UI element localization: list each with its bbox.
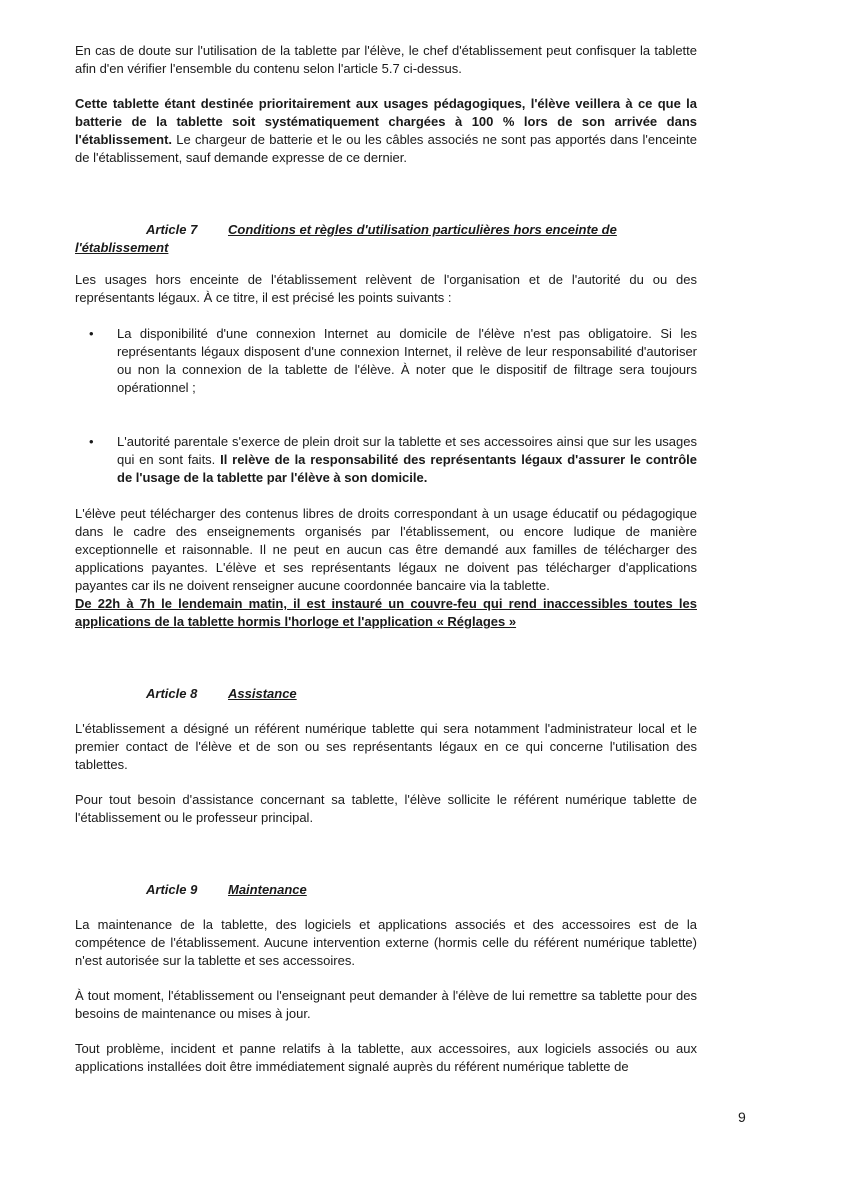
article-7-heading: [75, 221, 697, 257]
article-8-paragraph-1: L'établissement a désigné un référent numérique tablette qui sera notamment l'administrateur local et le premier contact de l'élève et de son ou ses représentants légaux en ce qui concerne l'utilisation des tablettes.: [75, 721, 697, 772]
document-body: [75, 42, 697, 1076]
article-7-title-continued: l'établissement: [75, 240, 169, 255]
article-9-number: Article 9: [146, 882, 198, 897]
article-7-bullet-list: [75, 325, 697, 487]
parental-responsibility-bold: Il relève de la responsabilité des représentants légaux d'assurer le contrôle de l'usage de la tablette par l'élève à son domicile.: [117, 452, 697, 485]
bullet-marker: •: [89, 326, 94, 341]
article-8-heading: [75, 685, 697, 703]
bullet-text-internet: La disponibilité d'une connexion Internet au domicile de l'élève n'est pas obligatoire. Si les représentants légaux disposent d'une connexion Internet, il relève de leur responsabilité d'autoriser ou non la connexion de la tablette de l'élève. À noter que le dispositif de filtrage sera toujours opérationnel ;: [117, 326, 697, 395]
article-9-heading: [75, 881, 697, 899]
curfew-notice: De 22h à 7h le lendemain matin, il est instauré un couvre-feu qui rend inaccessibles toutes les applications de la tablette hormis l'horloge et l'application « Réglages »: [75, 596, 697, 629]
bullet-marker: •: [89, 434, 94, 449]
charger-note: Le chargeur de batterie et le ou les câbles associés ne sont pas apportés dans l'enceinte de l'établissement, sauf demande expresse de ce dernier.: [75, 132, 697, 165]
article-7-paragraph-1: Les usages hors enceinte de l'établissement relèvent de l'organisation et de l'autorité du ou des représentants légaux. À ce titre, il est précisé les points suivants :: [75, 272, 697, 305]
intro-paragraph-1: En cas de doute sur l'utilisation de la tablette par l'élève, le chef d'établissement peut confisquer la tablette afin d'en vérifier l'ensemble du contenu selon l'article 5.7 ci-dessus.: [75, 43, 697, 76]
battery-requirement-bold: Cette tablette étant destinée prioritairement aux usages pédagogiques, l'élève veillera à ce que la batterie de la tablette soit systématiquement chargées à 100 % lors de son arrivée dans l'établissement.: [75, 96, 697, 147]
article-7-title: Conditions et règles d'utilisation particulières hors enceinte de: [228, 222, 617, 237]
article-8-title: Assistance: [228, 686, 297, 701]
parental-authority-text: L'autorité parentale s'exerce de plein droit sur la tablette et ses accessoires ainsi que sur les usages qui en sont faits.: [117, 434, 697, 467]
article-9-paragraph-3: Tout problème, incident et panne relatifs à la tablette, aux accessoires, aux logiciels associés ou aux applications installées doit être immédiatement signalé auprès du référent numérique tablette de: [75, 1041, 697, 1074]
intro-paragraph-2: [75, 95, 697, 167]
list-item: [75, 433, 697, 487]
bullet-text-parental-authority: [117, 433, 697, 487]
article-9-paragraph-2: À tout moment, l'établissement ou l'enseignant peut demander à l'élève de lui remettre sa tablette pour des besoins de maintenance ou mises à jour.: [75, 988, 697, 1021]
article-9-title: Maintenance: [228, 882, 307, 897]
article-9-paragraph-1: La maintenance de la tablette, des logiciels et applications associés et des accessoires est de la compétence de l'établissement. Aucune intervention externe (hormis celle du référent numérique tablette) n'est autorisée sur la tablette et ses accessoires.: [75, 917, 697, 968]
article-8-number: Article 8: [146, 686, 198, 701]
page-number: 9: [738, 1109, 746, 1125]
list-item: [75, 325, 697, 397]
article-7-paragraph-2: L'élève peut télécharger des contenus libres de droits correspondant à un usage éducatif ou pédagogique dans le cadre des enseignements organisés par l'établissement, ou encore ludique de manière exceptionnelle et raisonnable. Il ne peut en aucun cas être demandé aux familles de télécharger des applications payantes. L'élève et ses représentants légaux ne doivent pas télécharger d'applications payantes car ils ne doivent renseigner aucune coordonnée bancaire via la tablette.: [75, 506, 697, 593]
article-7-number: Article 7: [146, 222, 198, 237]
article-8-paragraph-2: Pour tout besoin d'assistance concernant sa tablette, l'élève sollicite le référent numérique tablette de l'établissement ou le professeur principal.: [75, 792, 697, 825]
